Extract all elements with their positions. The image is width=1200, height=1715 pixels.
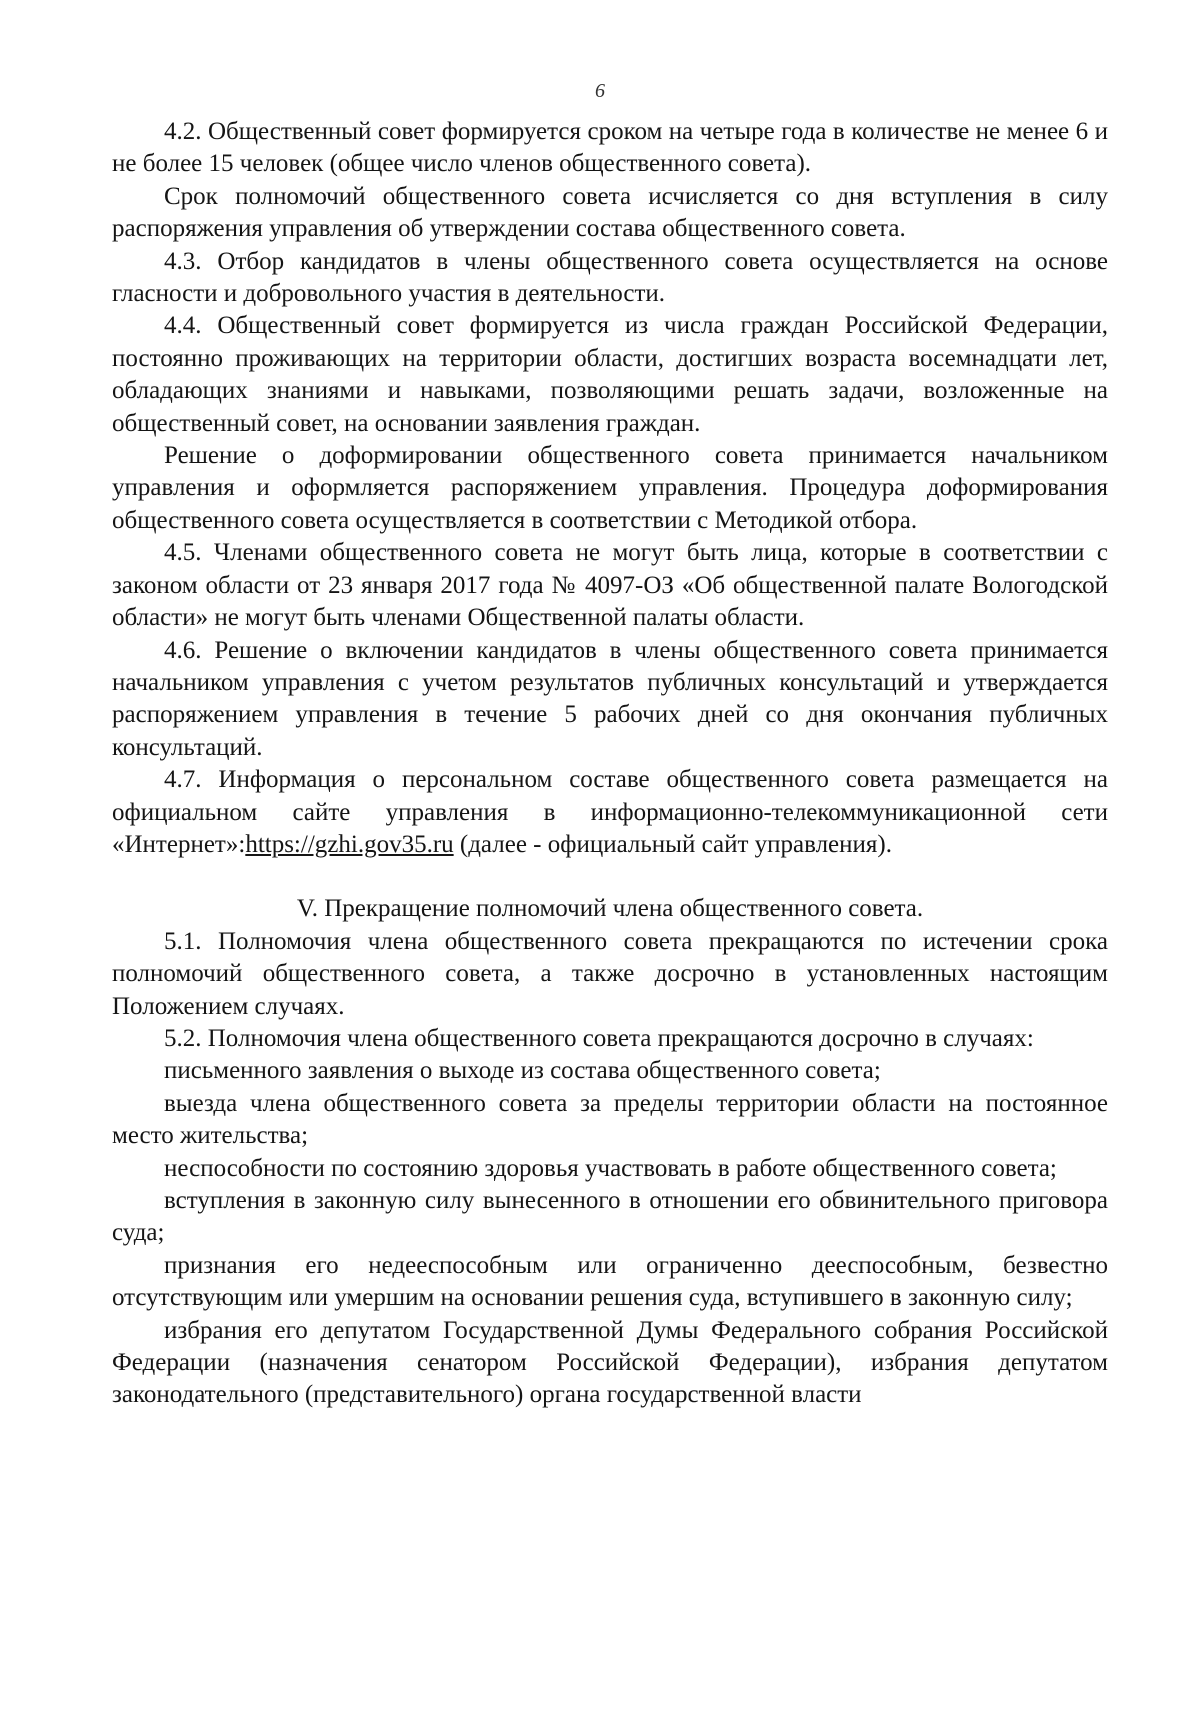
paragraph-4-2-term: Срок полномочий общественного совета исчисляется со дня вступления в силу распоряжения управления об утверждении состава общественного совета. xyxy=(112,182,1108,243)
case-election: избрания его депутатом Государственной Думы Федерального собрания Российской Федерации (назначения сенатором Российской Федерации), избрания депутатом законодательного (представительного) органа государственной власти xyxy=(112,1316,1108,1409)
case-written-statement: письменного заявления о выходе из состава общественного совета; xyxy=(164,1057,881,1085)
paragraph-4-6: 4.6. Решение о включении кандидатов в члены общественного совета принимается начальником управления с учетом результатов публичных консультаций и утверждается распоряжением управления в течение 5 рабочих дней со дня окончания публичных консультаций. xyxy=(112,636,1108,761)
case-relocation: выезда члена общественного совета за пределы территории области на постоянное место жительства; xyxy=(112,1089,1108,1150)
paragraph-4-5: 4.5. Членами общественного совета не могут быть лица, которые в соответствии с законом области от 23 января 2017 года № 4097-ОЗ «Об общественной палате Вологодской области» не могут быть членами Общественной палаты области. xyxy=(112,539,1108,632)
paragraph-4-2: 4.2. Общественный совет формируется сроком на четыре года в количестве не менее 6 и не более 15 человек (общее число членов общественного совета). xyxy=(112,118,1108,178)
case-conviction: вступления в законную силу вынесенного в отношении его обвинительного приговора суда; xyxy=(112,1187,1108,1247)
paragraph-4-3: 4.3. Отбор кандидатов в члены общественного совета осуществляется на основе гласности и добровольного участия в деятельности. xyxy=(112,247,1108,308)
document-body xyxy=(112,116,1108,1412)
website-link[interactable]: https://gzhi.gov35.ru xyxy=(245,830,454,858)
paragraph-4-4-decision: Решение о доформировании общественного совета принимается начальником управления и оформляется распоряжением управления. Процедура доформирования общественного совета осуществляется в соответствии с Методикой отбора. xyxy=(112,442,1108,534)
paragraph-5-2: 5.2. Полномочия члена общественного совета прекращаются досрочно в случаях: xyxy=(164,1024,1034,1052)
paragraph-4-4: 4.4. Общественный совет формируется из числа граждан Российской Федерации, постоянно проживающих на территории области, достигших возраста восемнадцати лет, обладающих знаниями и навыками, позволяющими решать задачи, возложенные на общественный совет, на основании заявления граждан. xyxy=(112,312,1108,437)
paragraph-4-7 xyxy=(112,764,1108,861)
section-v-heading: V. Прекращение полномочий члена общественного совета. xyxy=(296,895,924,923)
paragraph-4-7-text: 4.7. Информация о персональном составе общественного совета размещается на официальном сайте управления в информационно-телекоммуникационной сети «Интернет»: xyxy=(112,766,1108,858)
paragraph-5-1: 5.1. Полномочия члена общественного совета прекращаются по истечении срока полномочий общественного совета, а также досрочно в установленных настоящим Положением случаях. xyxy=(112,927,1108,1020)
page-number: 6 xyxy=(595,80,605,102)
case-health: неспособности по состоянию здоровья участвовать в работе общественного совета; xyxy=(164,1154,1057,1182)
paragraph-4-7-tail: (далее - официальный сайт управления). xyxy=(453,830,892,858)
case-incapacity: признания его недееспособным или ограниченно дееспособным, безвестно отсутствующим или умершим на основании решения суда, вступившего в законную силу; xyxy=(112,1251,1108,1312)
